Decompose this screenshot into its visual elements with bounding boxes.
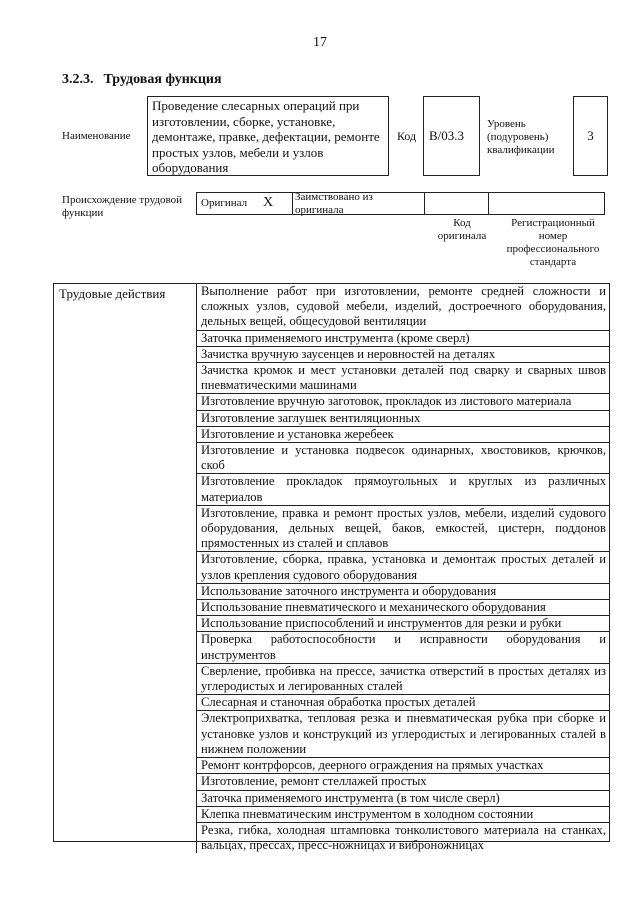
- labor-action-row: Заточка применяемого инструмента (в том числе сверл): [197, 791, 610, 807]
- code-original-cell: [425, 193, 489, 214]
- origin-label: Происхождение трудовой функции: [62, 194, 183, 219]
- labor-actions-list: [196, 284, 610, 853]
- labor-action-row: Слесарная и станочная обработка простых деталей: [197, 695, 610, 711]
- labor-action-row: Зачистка кромок и мест установки деталей под сварку и сварных швов пневматическими машинами: [197, 363, 610, 394]
- labor-action-row: Изготовление заглушек вентиляционных: [197, 411, 610, 427]
- labor-action-row: Ремонт контрфорсов, деерного ограждения на прямых участках: [197, 758, 610, 774]
- labor-action-row: Изготовление, сборка, правка, установка и демонтаж простых деталей и узлов крепления судового оборудования: [197, 552, 610, 583]
- code-original-caption: Код оригинала: [437, 217, 487, 242]
- labor-action-row: Использование приспособлений и инструментов для резки и рубки: [197, 616, 610, 632]
- section-title: Трудовая функция: [103, 72, 222, 87]
- original-cell: [197, 193, 293, 214]
- labor-action-row: Изготовление и установка жеребеек: [197, 427, 610, 443]
- borrowed-label: Заимствовано из оригинала: [295, 191, 373, 216]
- function-name: Проведение слесарных операций при изготовлении, сборке, установке, демонтаже, правке, дефектации, ремонте простых узлов, мебели и узлов оборудования: [152, 98, 380, 175]
- labor-action-row: Резка, гибка, холодная штамповка тонколистового материала на станках, вальцах, прессах, пресс-ножницах и виброножницах: [201, 822, 606, 853]
- page-number: 17: [313, 35, 327, 50]
- labor-action-row: Заточка применяемого инструмента (кроме сверл): [197, 331, 610, 347]
- labor-action-row: Выполнение работ при изготовлении, ремонте средней сложности и сложных узлов, судовой мебели, изделий, достроечного оборудования, дельных вещей, общесудовой вентиляции: [197, 284, 610, 331]
- labor-action-row: Зачистка вручную заусенцев и неровностей на деталях: [197, 347, 610, 363]
- borrowed-cell: [293, 193, 425, 214]
- code-value: B/03.3: [429, 128, 465, 143]
- code-box: [423, 96, 480, 176]
- labor-action-row: Изготовление и установка подвесок одинарных, хвостовиков, крючков, скоб: [197, 443, 610, 474]
- original-mark: X: [263, 195, 274, 210]
- level-value: 3: [587, 128, 594, 143]
- origin-row: [196, 192, 605, 215]
- labor-action-row: Сверление, пробивка на прессе, зачистка отверстий в простых деталях из углеродистых и легированных сталей: [197, 664, 610, 695]
- reg-number-cell: [489, 193, 604, 214]
- labor-action-row: Электроприхватка, тепловая резка и пневматическая рубка при сборке и установке узлов и конструкций из углеродистых и легированных сталей в нижнем положении: [197, 711, 610, 758]
- level-box: [573, 96, 608, 176]
- function-name-box: [147, 96, 389, 176]
- labor-action-row: Изготовление, правка и ремонт простых узлов, мебели, изделий судового оборудования, дельных вещей, баков, емкостей, цистерн, поддонов прямостенных из сталей и сплавов: [197, 506, 610, 553]
- reg-number-caption: Регистрационный номер профессионального стандарта: [506, 217, 600, 268]
- level-label: Уровень (подуровень) квалификации: [487, 118, 555, 156]
- labor-action-row: Проверка работоспособности и исправности оборудования и инструментов: [197, 632, 610, 663]
- section-number: 3.2.3.: [62, 72, 94, 87]
- section-heading: [62, 72, 222, 88]
- labor-actions-table: [53, 283, 610, 853]
- name-label: Наименование: [62, 130, 131, 142]
- labor-action-row: Изготовление прокладок прямоугольных и круглых из различных материалов: [197, 474, 610, 505]
- labor-actions-label: Трудовые действия: [59, 286, 166, 301]
- labor-action-row: Изготовление вручную заготовок, прокладок из листового материала: [197, 394, 610, 410]
- labor-action-row: Использование заточного инструмента и оборудования: [197, 584, 610, 600]
- code-label: Код: [397, 129, 417, 143]
- labor-action-row: Клепка пневматическим инструментом в холодном состоянии: [197, 807, 610, 823]
- original-label: Оригинал: [201, 197, 248, 209]
- labor-action-row: Изготовление, ремонт стеллажей простых: [197, 774, 610, 790]
- labor-action-row: Использование пневматического и механического оборудования: [197, 600, 610, 616]
